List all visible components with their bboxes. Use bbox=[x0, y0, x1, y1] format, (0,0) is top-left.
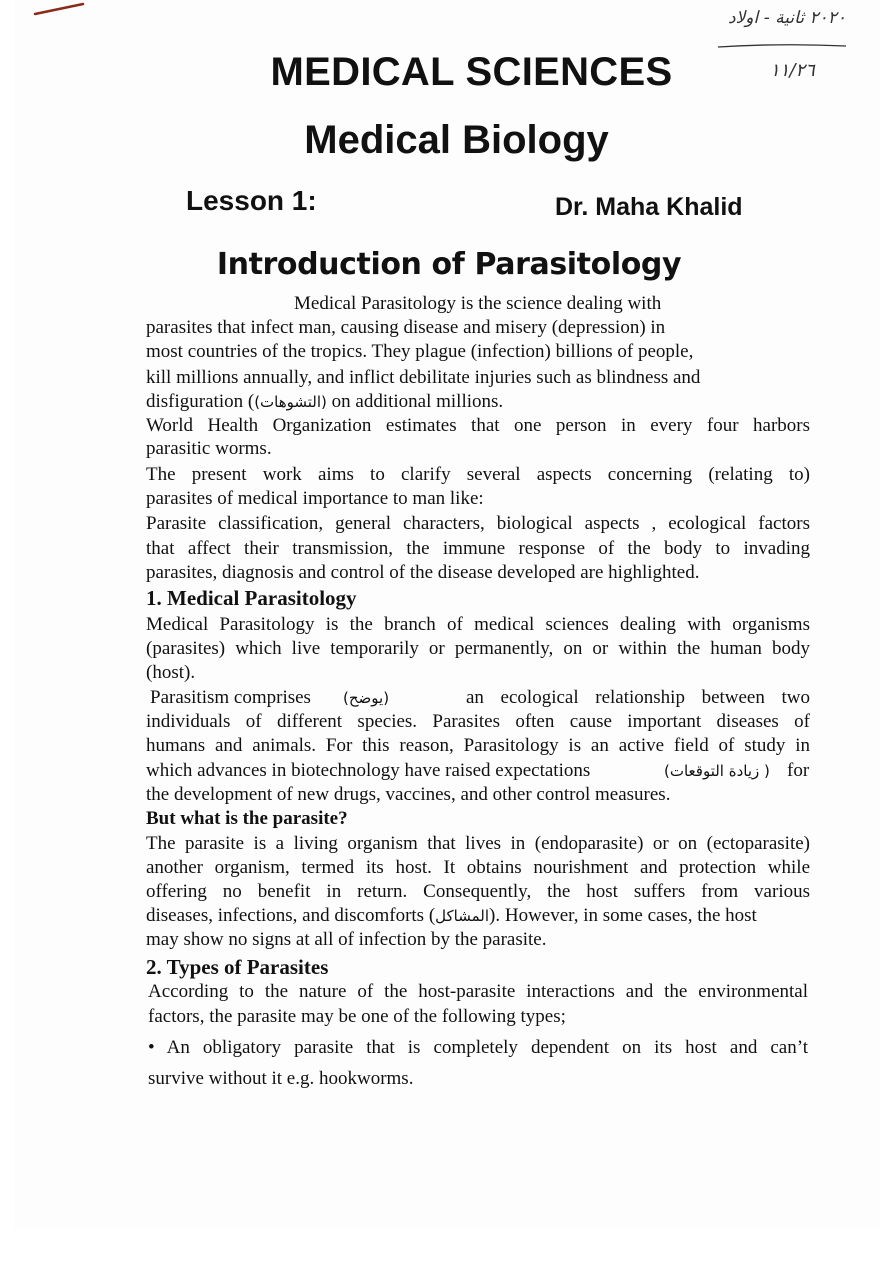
intro-p1-last-line bbox=[146, 390, 503, 414]
intro-p4-line: that affect their transmission, the immune response of the body to invading bbox=[146, 538, 810, 559]
section1-p3-line: another organism, termed its host. It obtains nourishment and protection while bbox=[146, 857, 810, 878]
section1-p2-line: for bbox=[787, 760, 810, 781]
intro-p4-line: parasites, diagnosis and control of the disease developed are highlighted. bbox=[146, 562, 700, 583]
section1-p1-line: (host). bbox=[146, 662, 196, 683]
text-segment: ). However, in some cases, the host bbox=[489, 905, 757, 926]
section1-p3-line: The parasite is a living organism that lives in (endoparasite) or on (ectoparasite) bbox=[146, 833, 810, 854]
section2-p1-line: According to the nature of the host-parasite interactions and the environmental bbox=[148, 981, 808, 1002]
intro-p2-line: World Health Organization estimates that one person in every four harbors bbox=[146, 415, 810, 436]
section-heading: 2. Types of Parasites bbox=[146, 955, 329, 979]
text-segment: disfiguration ( bbox=[146, 391, 255, 412]
intro-p1-line: Medical Parasitology is the science dealing with bbox=[294, 293, 662, 314]
section1-p3-line: may show no signs at all of infection by the parasite. bbox=[146, 929, 547, 950]
text-segment: Parasitism comprises bbox=[150, 687, 311, 708]
section1-p2-line bbox=[150, 686, 311, 710]
pen-stroke-mark bbox=[33, 2, 85, 16]
faculty-heading: MEDICAL SCIENCES bbox=[270, 50, 673, 94]
section1-p3-line: offering no benefit in return. Consequently, the host suffers from various bbox=[146, 881, 810, 902]
text-segment: diseases, infections, and discomforts ( bbox=[146, 905, 436, 926]
lesson-label: Lesson 1: bbox=[186, 185, 317, 216]
section2-p1-line: factors, the parasite may be one of the following types; bbox=[148, 1006, 566, 1027]
arabic-gloss-wrap bbox=[664, 759, 770, 783]
section1-p3-line bbox=[146, 904, 757, 928]
intro-p3-line: The present work aims to clarify several aspects concerning (relating to) bbox=[146, 464, 810, 485]
arabic-gloss: (يوضح) bbox=[343, 689, 390, 707]
section1-p2-line: which advances in biotechnology have raised expectations bbox=[146, 760, 591, 781]
bullet-item-line: • An obligatory parasite that is completely dependent on its host and can’t bbox=[148, 1037, 808, 1058]
section1-p2-line: individuals of different species. Parasites often cause important diseases of bbox=[146, 711, 810, 732]
question-heading: But what is the parasite? bbox=[146, 808, 348, 829]
handwritten-date: ١١/٢٦ bbox=[770, 60, 815, 81]
section1-p1-line: Medical Parasitology is the branch of medical sciences dealing with organisms bbox=[146, 614, 810, 635]
intro-p1-line: most countries of the tropics. They plague (infection) billions of people, bbox=[146, 341, 694, 362]
intro-p2-line: parasitic worms. bbox=[146, 438, 272, 459]
section1-p2-line: the development of new drugs, vaccines, and other control measures. bbox=[146, 784, 671, 805]
section-heading: 1. Medical Parasitology bbox=[146, 586, 357, 610]
section1-p2-line: humans and animals. For this reason, Parasitology is an active field of study in bbox=[146, 735, 810, 756]
text-segment: on additional millions. bbox=[326, 391, 504, 412]
section1-p2-line: an ecological relationship between two bbox=[466, 687, 810, 708]
arabic-gloss: المشاكل bbox=[435, 907, 490, 925]
handwritten-underline bbox=[716, 42, 848, 50]
intro-p1-line: parasites that infect man, causing disease and misery (depression) in bbox=[146, 317, 666, 338]
arabic-gloss: ( زيادة التوقعات) bbox=[664, 762, 770, 780]
section1-p1-line: (parasites) which live temporarily or permanently, on or within the human body bbox=[146, 638, 810, 659]
handwritten-note-text: ٢٠٢٠ ثانية - اولاد bbox=[728, 8, 846, 28]
page-title: Introduction of Parasitology bbox=[216, 247, 682, 282]
bullet-item-line: survive without it e.g. hookworms. bbox=[148, 1068, 414, 1089]
author-name: Dr. Maha Khalid bbox=[555, 193, 743, 221]
intro-p4-line: Parasite classification, general characters, biological aspects , ecological factors bbox=[146, 513, 810, 534]
arabic-gloss-wrap bbox=[343, 686, 389, 710]
arabic-gloss: (التشوهات) bbox=[254, 393, 327, 411]
intro-p1-line: kill millions annually, and inflict debilitate injuries such as blindness and bbox=[146, 367, 701, 388]
intro-p3-line: parasites of medical importance to man like: bbox=[146, 488, 484, 509]
subject-heading: Medical Biology bbox=[304, 118, 609, 162]
